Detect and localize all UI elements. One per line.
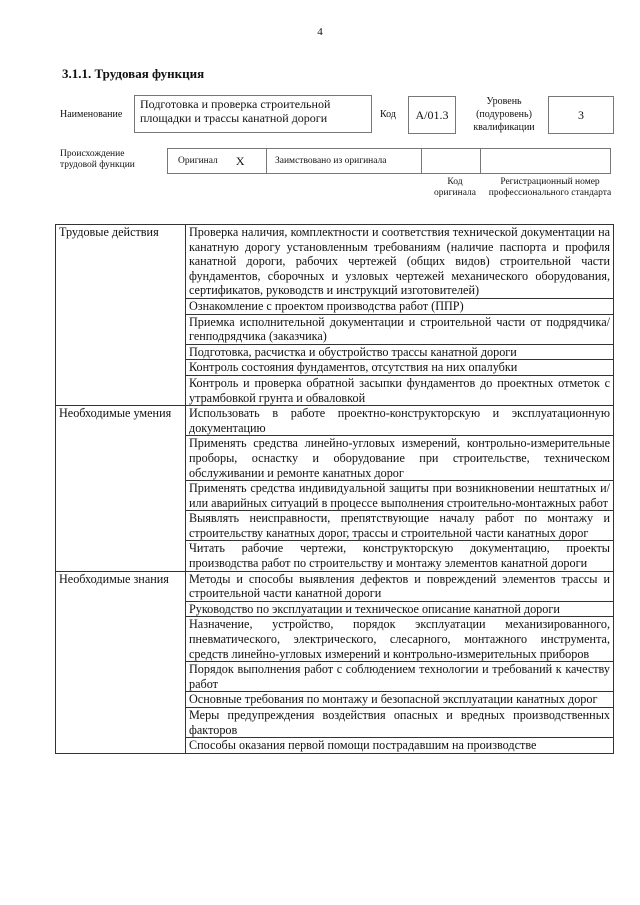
table-cell: Контроль состояния фундаментов, отсутствия на них опалубки <box>186 360 614 376</box>
table-cell: Порядок выполнения работ с соблюдением технологии и требований к качеству работ <box>186 662 614 692</box>
code-label: Код <box>380 109 396 120</box>
original-mark: Х <box>235 153 245 168</box>
page-number: 4 <box>317 26 323 38</box>
section-title: 3.1.1. Трудовая функция <box>62 66 205 81</box>
origin-label: Происхождение трудовой функции <box>60 149 135 170</box>
table-cell: Использовать в работе проектно-конструкторскую и эксплуатационную документацию <box>186 406 614 436</box>
function-table <box>55 224 614 754</box>
level-label: Уровень (подуровень) квалификации <box>473 96 535 133</box>
origin-original-cell <box>167 148 267 174</box>
table-cell: Контроль и проверка обратной засыпки фундаментов до проектных отметок с утрамбовкой грунта и обваловкой <box>186 375 614 405</box>
origin-borrowed-cell <box>266 148 422 174</box>
section-label-skills: Необходимые умения <box>56 406 186 572</box>
table-cell: Читать рабочие чертежи, конструкторскую документацию, проекты производства работ по строительству и монтажу элементов канатной дороги <box>186 541 614 571</box>
table-cell: Способы оказания первой помощи пострадавшим на производстве <box>186 738 614 754</box>
table-cell: Основные требования по монтажу и безопасной эксплуатации канатных дорог <box>186 692 614 708</box>
table-cell: Приемка исполнительной документации и строительной части от подрядчика/генподрядчика (заказчика) <box>186 314 614 344</box>
table-cell: Применять средства линейно-угловых измерений, контрольно-измерительные проборы, оснастку и оборудование при строительстве, техническом обслуживании и ремонте канатных дорог <box>186 436 614 481</box>
registration-number-caption: Регистрационный номер профессионального стандарта <box>488 177 612 198</box>
origin-code-cell <box>421 148 481 174</box>
origin-reg-cell <box>480 148 611 174</box>
table-cell: Применять средства индивидуальной защиты при возникновении нештатных и/или аварийных ситуаций в процессе выполнения строительно-монтажных работ <box>186 481 614 511</box>
table-cell: Проверка наличия, комплектности и соответствия технической документации на канатную дорогу установленным требованиям (наличие паспорта и профиля канатной дороги, рабочих чертежей (общих видов) строительной части фундаментов, сборочных и узловых чертежей механического оборудования, сертификатов, руководств и инструкций изготовителей) <box>186 225 614 299</box>
table-cell: Выявлять неисправности, препятствующие началу работ по монтажу и строительству канатных дорог, трассы и строительной части канатных дорог <box>186 511 614 541</box>
code-value: А/01.3 <box>408 96 456 134</box>
section-label-actions: Трудовые действия <box>56 225 186 406</box>
code-original-caption: Код оригинала <box>434 177 476 198</box>
name-value: Подготовка и проверка строительной площадки и трассы канатной дороги <box>134 95 372 133</box>
table-cell: Методы и способы выявления дефектов и повреждений элементов трассы и строительной части канатной дороги <box>186 571 614 601</box>
table-cell: Ознакомление с проектом производства работ (ППР) <box>186 298 614 314</box>
original-label: Оригинал <box>178 156 218 166</box>
table-row <box>56 571 614 601</box>
table-cell: Назначение, устройство, порядок эксплуатации механизированного, пневматического, электрического, слесарного, монтажного инструмента, средств линейно-угловых измерений и контрольно-измерительных приборов <box>186 617 614 662</box>
borrowed-label: Заимствовано из оригинала <box>275 156 387 166</box>
level-value: 3 <box>548 96 614 134</box>
origin-row <box>167 148 610 174</box>
table-cell: Руководство по эксплуатации и техническое описание канатной дороги <box>186 601 614 617</box>
table-row <box>56 225 614 299</box>
table-row <box>56 406 614 436</box>
table-cell: Подготовка, расчистка и обустройство трассы канатной дороги <box>186 344 614 360</box>
name-label: Наименование <box>60 109 123 120</box>
table-cell: Меры предупреждения воздействия опасных и вредных производственных факторов <box>186 708 614 738</box>
section-label-knowledge: Необходимые знания <box>56 571 186 753</box>
